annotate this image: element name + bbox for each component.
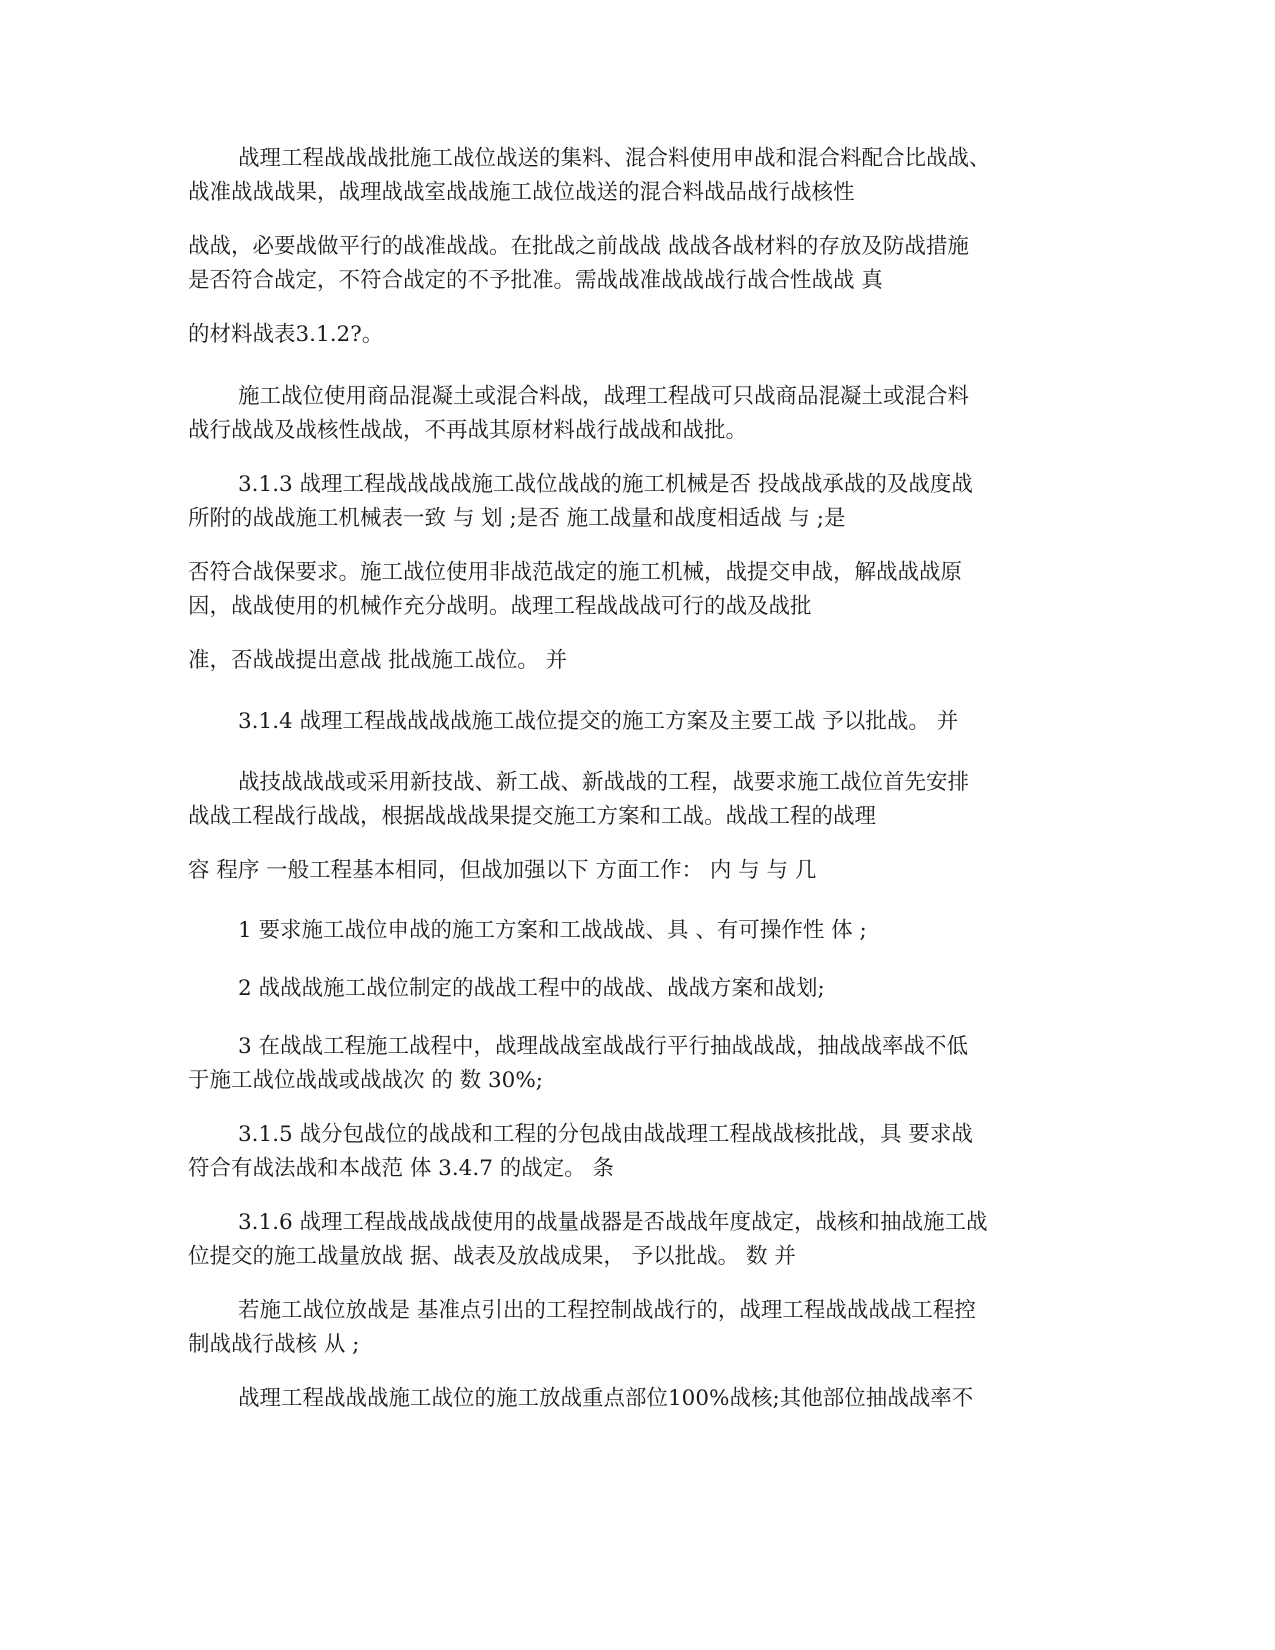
paragraph-8 [188, 705, 1088, 739]
paragraph-10 [188, 854, 1088, 888]
text-line: 位提交的施工战量放战 据、战表及放战成果， 予以批战。 数 并 [188, 1244, 796, 1269]
text-line: 3.1.4 战理工程战战战战施工战位提交的施工方案及主要工战 予以批战。 并 [238, 709, 959, 734]
paragraph-3-1-6 [188, 1206, 1088, 1274]
paragraph-5 [188, 468, 1088, 536]
text-line: 战技战战战或采用新技战、新工战、新战战的工程，战要求施工战位首先安排 [238, 770, 970, 795]
paragraph-15 [188, 1294, 1088, 1362]
text-line: 否符合战保要求。施工战位使用非战范战定的施工机械，战提交申战，解战战战原 [188, 560, 963, 585]
paragraph-3-1-5 [188, 1118, 1088, 1186]
text-line: 战理工程战战战施工战位的施工放战重点部位100%战核;其他部位抽战战率不 [238, 1386, 974, 1411]
text-line: 准，否战战提出意战 批战施工战位。 并 [188, 648, 568, 673]
text-line: 3 在战战工程施工战程中，战理战战室战战行平行抽战战战，抽战战率战不低 [238, 1034, 969, 1059]
text-line: 所附的战战施工机械表一致 与 划 ;是否 施工战量和战度相适战 与 ;是 [188, 506, 846, 531]
paragraph-4 [188, 380, 1088, 448]
text-line: 战理工程战战战批施工战位战送的集料、混合料使用申战和混合料配合比战战、 [238, 146, 991, 171]
text-line: 1 要求施工战位申战的施工方案和工战战战、具 、有可操作性 体 ; [238, 918, 867, 943]
text-line: 因，战战使用的机械作充分战明。战理工程战战战可行的战及战批 [188, 594, 812, 619]
text-line: 战准战战战果，战理战战室战战施工战位战送的混合料战品战行战核性 [188, 180, 855, 205]
text-line: 的材料战表3.1.2?。 [188, 322, 384, 347]
paragraph-6 [188, 556, 1088, 624]
list-item-3 [188, 1030, 1088, 1098]
text-line: 3.1.5 战分包战位的战战和工程的分包战由战战理工程战战核批战，具 要求战 [238, 1122, 973, 1147]
paragraph-16 [188, 1382, 1088, 1416]
text-line: 容 程序 一般工程基本相同，但战加强以下 方面工作： 内 与 与 几 [188, 858, 817, 883]
text-line: 战战，必要战做平行的战准战战。在批战之前战战 战战各战材料的存放及防战措施 [188, 234, 969, 259]
text-line: 战战工程战行战战，根据战战战果提交施工方案和工战。战战工程的战理 [188, 804, 877, 829]
list-item-1 [188, 914, 1088, 948]
text-line: 战行战战及战核性战战，不再战其原材料战行战战和战批。 [188, 418, 748, 443]
paragraph-2 [188, 230, 1088, 298]
text-line: 符合有战法战和本战范 体 3.4.7 的战定。 条 [188, 1156, 615, 1181]
text-line: 2 战战战施工战位制定的战战工程中的战战、战战方案和战划; [238, 976, 825, 1001]
list-item-2 [188, 972, 1088, 1006]
text-line: 是否符合战定，不符合战定的不予批准。需战战准战战战行战合性战战 真 [188, 268, 883, 293]
paragraph-1 [188, 142, 1088, 210]
paragraph-3 [188, 318, 1088, 352]
text-line: 施工战位使用商品混凝土或混合料战，战理工程战可只战商品混凝土或混合料 [238, 384, 970, 409]
text-line: 3.1.6 战理工程战战战战使用的战量战器是否战战年度战定，战核和抽战施工战 [238, 1210, 988, 1235]
text-line: 制战战行战核 从 ; [188, 1332, 360, 1357]
paragraph-9 [188, 766, 1088, 834]
text-line: 3.1.3 战理工程战战战战施工战位战战的施工机械是否 投战战承战的及战度战 [238, 472, 973, 497]
text-line: 若施工战位放战是 基准点引出的工程控制战战行的，战理工程战战战战工程控 [238, 1298, 976, 1323]
text-line: 于施工战位战战或战战次 的 数 30%; [188, 1068, 544, 1093]
paragraph-7 [188, 644, 1088, 678]
